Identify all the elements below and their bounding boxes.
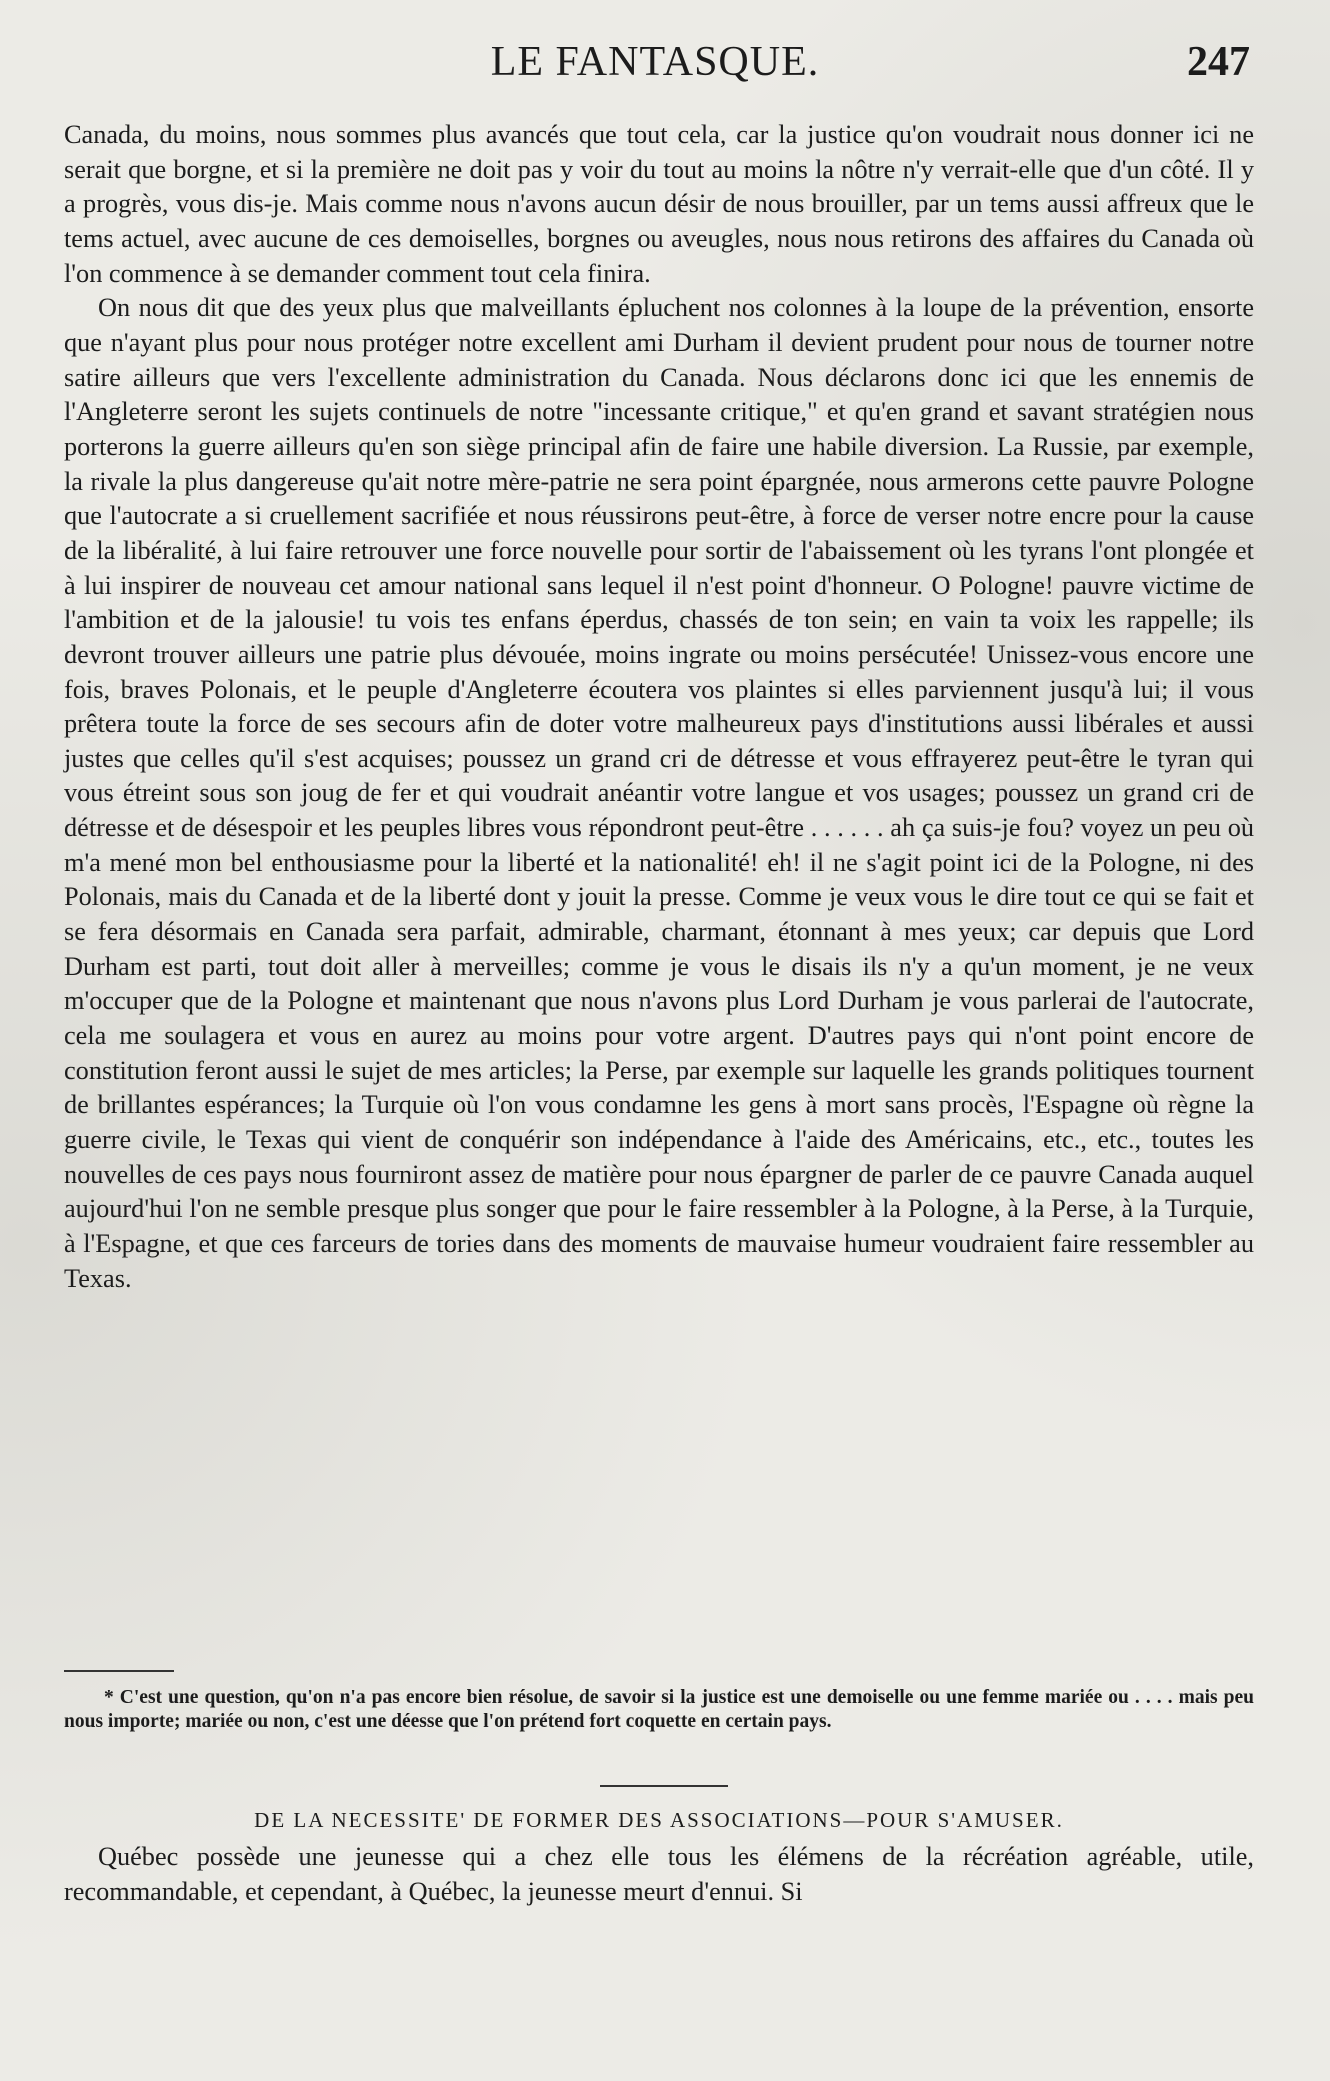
section-body: [64, 1840, 1254, 1909]
running-title: LE FANTASQUE.: [490, 39, 820, 85]
section-heading: DE LA NECESSITE' DE FORMER DES ASSOCIATIONS—POUR S'AMUSER.: [254, 1808, 1064, 1832]
footnote: [64, 1686, 1254, 1734]
section-divider: [600, 1785, 728, 1787]
page-header: [60, 38, 1250, 98]
page-number: 247: [1187, 39, 1250, 85]
footnote-rule: [64, 1670, 174, 1672]
paragraph: On nous dit que des yeux plus que malveillants épluchent nos colonnes à la loupe de la prévention, ensorte que n'ayant plus pour nous protéger notre excellent ami Durham il devient prudent pour nous de tourner notre satire ailleurs que vers l'excellente administration du Canada. Nous déclarons donc ici que les ennemis de l'Angleterre seront les sujets continuels de notre "incessante critique," et qu'en grand et savant stratégien nous porterons la guerre ailleurs qu'en son siège principal afin de faire une habile diversion. La Russie, par exemple, la rivale la plus dangereuse qu'ait notre mère-patrie ne sera point épargnée, nous armerons cette pauvre Pologne que l'autocrate a si cruellement sacrifiée et nous réussirons peut-être, à force de verser notre encre pour la cause de la libéralité, à lui faire retrouver une force nouvelle pour sortir de l'abaissement où les tyrans l'ont plongée et à lui inspirer de nouveau cet amour national sans lequel il n'est point d'honneur. O Pologne! pauvre victime de l'ambition et de la jalousie! tu vois tes enfans éperdus, chassés de ton sein; en vain ta voix les rappelle; ils devront trouver ailleurs une patrie plus dévouée, moins ingrate ou moins persécutée! Unissez-vous encore une fois, braves Polonais, et le peuple d'Angleterre écoutera vos plaintes si elles parviennent jusqu'à lui; il vous prêtera toute la force de ses secours afin de doter votre malheureux pays d'institutions aussi libérales et aussi justes que celles qu'il s'est acquises; poussez un grand cri de détresse et vous effrayerez peut-être le tyran qui vous étreint sous son joug de fer et qui voudrait anéantir votre langue et vos usages; poussez un grand cri de détresse et de désespoir et les peuples libres vous répondront peut-être . . . . . . ah ça suis-je fou? voyez un peu où m'a mené mon bel enthousiasme pour la liberté et la nationalité! eh! il ne s'agit point ici de la Pologne, ni des Polonais, mais du Canada et de la liberté dont y jouit la presse. Comme je veux vous le dire tout ce qui se fait et se fera désormais en Canada sera parfait, admirable, charmant, étonnant à mes yeux; car depuis que Lord Durham est parti, tout doit aller à merveilles; comme je vous le disais ils n'y a qu'un moment, je ne veux m'occuper que de la Pologne et maintenant que nous n'avons plus Lord Durham je vous parlerai de l'autocrate, cela me soulagera et vous en aurez au moins pour votre argent. D'autres pays qui n'ont point encore de constitution feront aussi le sujet de mes articles; la Perse, par exemple sur laquelle les grands politiques tournent de brillantes espérances; la Turquie où l'on vous condamne les gens à mort sans procès, l'Espagne où règne la guerre civile, le Texas qui vient de conquérir son indépendance à l'aide des Américains, etc., etc., toutes les nouvelles de ces pays nous fourniront assez de matière pour nous épargner de parler de ce pauvre Canada auquel aujourd'hui l'on ne semble presque plus songer que pour le faire ressembler à la Pologne, à la Perse, à la Turquie, à l'Espagne, et que ces farceurs de tories dans des moments de mauvaise humeur voudraient faire ressembler au Texas.: [64, 293, 1254, 1293]
paragraph: Canada, du moins, nous sommes plus avancés que tout cela, car la justice qu'on voudrait nous donner ici ne serait que borgne, et si la première ne doit pas y voir du tout au moins la nôtre n'y verrait-elle que d'un côté. Il y a progrès, vous dis-je. Mais comme nous n'avons aucun désir de nous brouiller, par un tems aussi affreux que le tems actuel, avec aucune de ces demoiselles, borgnes ou aveugles, nous nous retirons des affaires du Canada où l'on commence à se demander comment tout cela finira.: [64, 120, 1254, 288]
section-paragraph: Québec possède une jeunesse qui a chez elle tous les élémens de la récréation agréable, utile, recommandable, et cependant, à Québec, la jeunesse meurt d'ennui. Si: [64, 1842, 1254, 1906]
article-body: [64, 118, 1254, 1296]
footnote-text: * C'est une question, qu'on n'a pas encore bien résolue, de savoir si la justice est une demoiselle ou une femme mariée ou . . . . mais peu nous importe; mariée ou non, c'est une déesse que l'on prétend fort coquette en certain pays.: [64, 1687, 1254, 1732]
